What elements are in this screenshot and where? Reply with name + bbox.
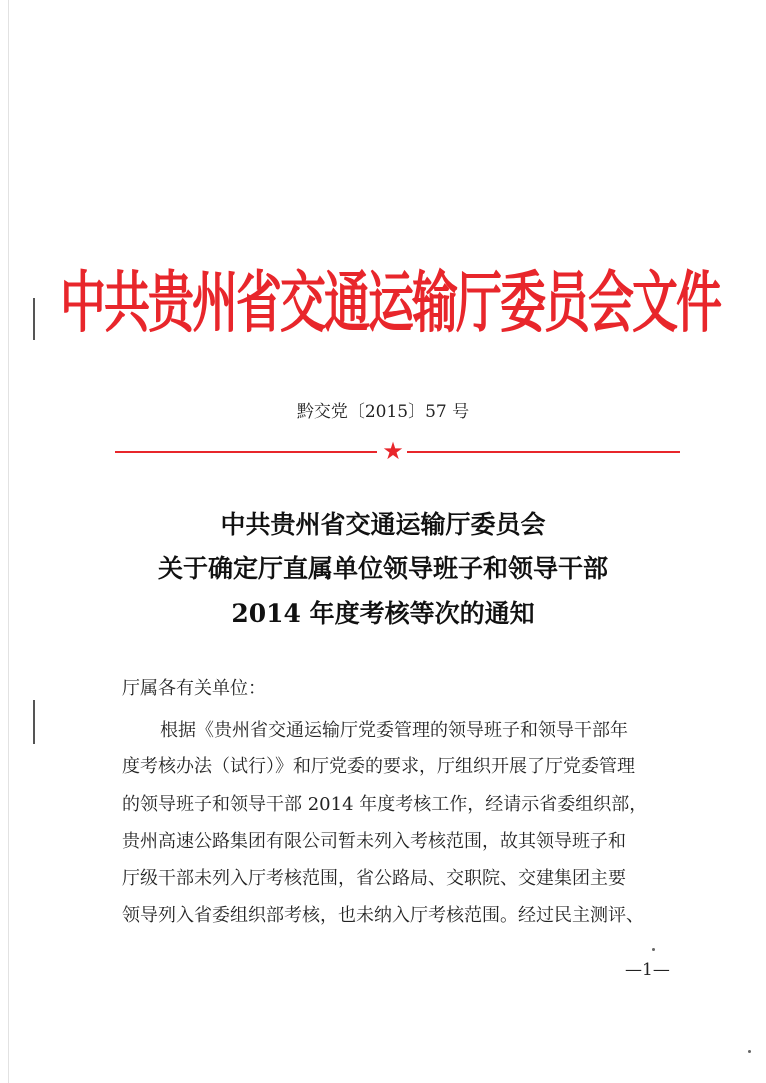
body-line: 厅级干部未列入厅考核范围，省公路局、交职院、交建集团主要 bbox=[122, 868, 626, 889]
star-icon: ★ bbox=[382, 437, 404, 465]
scan-speck bbox=[748, 1050, 751, 1053]
body-line: 根据《贵州省交通运输厅党委管理的领导班子和领导干部年 bbox=[160, 720, 628, 741]
body-line: 的领导班子和领导干部 2014 年度考核工作，经请示省委组织部， bbox=[122, 794, 648, 815]
binding-mark bbox=[33, 298, 35, 340]
notice-title-line-1: 中共贵州省交通运输厅委员会 bbox=[220, 510, 546, 539]
body-line: 领导列入省委组织部考核，也未纳入厅考核范围。经过民主测评、 bbox=[122, 905, 644, 926]
document-number: 黔交党〔2015〕57 号 bbox=[296, 402, 470, 422]
red-rule-left bbox=[115, 451, 377, 453]
masthead-title: 中共贵州省交通运输厅委员会文件 bbox=[60, 263, 720, 342]
page-number: —1— bbox=[625, 960, 670, 980]
red-rule-right bbox=[407, 451, 680, 453]
body-line: 贵州高速公路集团有限公司暂未列入考核范围，故其领导班子和 bbox=[122, 831, 626, 852]
notice-title-line-3: 2014 年度考核等次的通知 bbox=[231, 599, 535, 628]
notice-title-line-2: 关于确定厅直属单位领导班子和领导干部 bbox=[157, 554, 608, 583]
scan-speck bbox=[652, 948, 655, 951]
binding-mark bbox=[33, 700, 35, 744]
scan-edge-line bbox=[8, 0, 9, 1083]
body-line: 度考核办法（试行）》和厅党委的要求，厅组织开展了厅党委管理 bbox=[122, 756, 635, 777]
salutation: 厅属各有关单位： bbox=[122, 678, 266, 699]
